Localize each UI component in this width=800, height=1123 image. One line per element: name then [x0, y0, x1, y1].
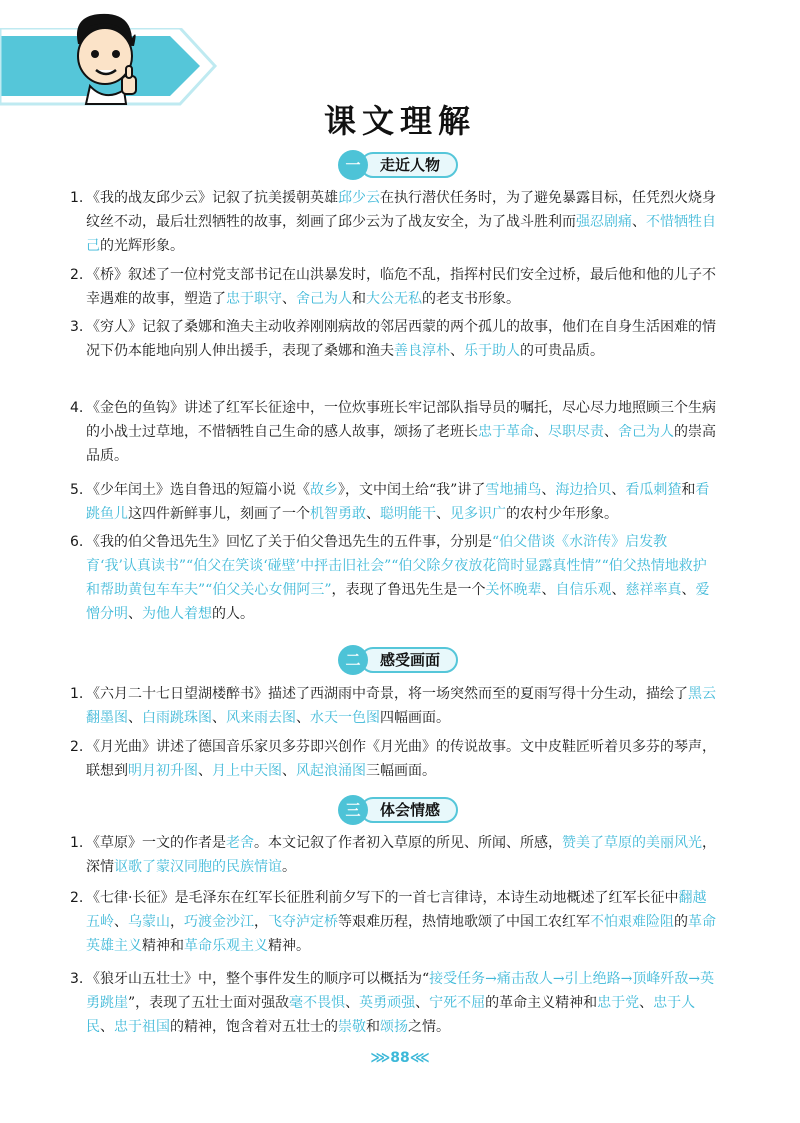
body-text: 、	[632, 214, 646, 230]
highlighted-answer: 邱少云	[338, 190, 380, 206]
body-text: 的农村少年形象。	[506, 506, 618, 522]
body-text: 的革命主义精神和	[485, 995, 598, 1011]
page-number-value: 88	[390, 1050, 410, 1066]
body-text: 四幅画面。	[380, 710, 450, 726]
body-text: ”，表现了五壮士面对强敌	[128, 995, 290, 1011]
highlighted-answer: 聪明能干	[380, 506, 436, 522]
highlighted-answer: 舍己为人	[296, 291, 352, 307]
highlighted-answer: 革命英雄主义	[86, 914, 716, 954]
page-number	[0, 1050, 800, 1066]
highlighted-answer: 老舍	[226, 835, 254, 851]
section-number: 三	[338, 795, 368, 825]
highlighted-answer: 白雨跳珠图	[142, 710, 212, 726]
body-text: 。本文记叙了作者初入草原的所见、所闻、所感，	[254, 835, 562, 851]
item-number: 1.	[70, 835, 84, 851]
highlighted-answer: 革命乐观主义	[184, 938, 268, 954]
highlighted-answer: 忠于革命	[478, 424, 534, 440]
body-text: 《七律·长征》是毛泽东在红军长征胜利前夕写下的一首七言律诗，本诗生动地概述了红军长征中	[86, 890, 679, 906]
body-text: 和	[681, 482, 696, 498]
highlighted-answer: 乐于助人	[464, 343, 520, 359]
body-text: 、	[282, 291, 296, 307]
list-item	[70, 186, 718, 258]
list-item	[70, 263, 718, 311]
highlighted-answer: 强忍剧痛	[576, 214, 632, 230]
body-text: 三幅画面。	[366, 763, 436, 779]
body-text: 精神。	[268, 938, 310, 954]
highlighted-answer: 赞美了草原的美丽风光	[562, 835, 702, 851]
item-number: 3.	[70, 971, 84, 987]
highlighted-answer: 黑云翻墨图	[86, 686, 716, 726]
body-text: 《六月二十七日望湖楼醉书》描述了西湖雨中奇景，将一场突然而至的夏雨写得十分生动，描绘了	[86, 686, 688, 702]
highlighted-answer: 风起浪涌图	[296, 763, 366, 779]
highlighted-answer: 明月初升图	[128, 763, 198, 779]
body-text: 《穷人》记叙了桑娜和渔夫主动收养刚刚病故的邻居西蒙的两个孤儿的故事，他们在自身生活困难的情况下仍本能地向别人伸出援手，表现了桑娜和渔夫	[86, 319, 716, 359]
section-title: 感受画面	[380, 651, 441, 669]
highlighted-answer: 不怕艰难险阻	[590, 914, 674, 930]
body-text: 、	[345, 995, 360, 1011]
body-text: 《金色的鱼钩》讲述了红军长征途中，一位炊事班长牢记部队指导员的嘱托，尽心尽力地照顾三个生病的小战士过草地，不惜牺牲自己生命的感人故事，颂扬了老班长	[86, 400, 716, 440]
body-text: 、	[212, 710, 226, 726]
item-number: 6.	[70, 534, 84, 550]
highlighted-answer: 水天一色图	[310, 710, 380, 726]
list-item	[70, 396, 718, 468]
highlighted-answer: 不惜牺牲自己	[86, 214, 716, 254]
highlighted-answer: 忠于人民	[86, 995, 696, 1035]
highlighted-answer: 关怀晚辈	[485, 582, 542, 598]
highlighted-answer: 看瓜刺猹	[625, 482, 682, 498]
item-number: 2.	[70, 739, 84, 755]
body-text: 、	[436, 506, 450, 522]
body-text: 、	[450, 343, 464, 359]
body-text: 和	[366, 1019, 380, 1035]
body-text: 《月光曲》讲述了德国音乐家贝多芬即兴创作《月光曲》的传说故事。文中皮鞋匠听着贝多芬的琴声，联想到	[86, 739, 716, 779]
item-number: 4.	[70, 400, 84, 416]
highlighted-answer: 雪地捕鸟	[485, 482, 542, 498]
section-number: 一	[338, 150, 368, 180]
highlighted-answer: 巧渡金沙江	[184, 914, 254, 930]
item-number: 1.	[70, 686, 84, 702]
body-text: 、	[128, 710, 142, 726]
body-text: 的光辉形象。	[100, 238, 184, 254]
highlighted-answer: 看跳鱼儿	[86, 482, 710, 522]
body-text: 《我的伯父鲁迅先生》回忆了关于伯父鲁迅先生的五件事，分别是	[86, 534, 492, 550]
list-item	[70, 735, 718, 783]
body-text: 、	[366, 506, 380, 522]
highlighted-answer: 善良淳朴	[394, 343, 450, 359]
highlighted-answer: 翻越五岭	[86, 890, 707, 930]
body-text: ，	[254, 914, 268, 930]
highlighted-answer: “伯父借谈《水浒传》启发教育‘我’认真读书”“伯父在笑谈‘碰壁’中抨击旧社会”“伯父除夕夜放花筒时显露真性情”“伯父热情地救护和帮助黄包车车夫”“伯父关心女佣阿三”	[86, 534, 707, 598]
item-number: 2.	[70, 890, 84, 906]
body-text: 在执行潜伏任务时，为了避免暴露目标，任凭烈火烧身纹丝不动，最后壮烈牺牲的故事，刻画了邱少云为了战友安全，为了战斗胜利而	[86, 190, 716, 230]
body-text: 的崇高品质。	[86, 424, 716, 464]
body-text: ，深情	[86, 835, 716, 875]
body-text: 、	[639, 995, 654, 1011]
body-text: 、	[296, 710, 310, 726]
highlighted-answer: 爱憎分明	[86, 582, 710, 622]
item-number: 2.	[70, 267, 84, 283]
body-text: 等艰难历程，热情地歌颂了中国工农红军	[338, 914, 590, 930]
highlighted-answer: 大公无私	[366, 291, 422, 307]
body-text: 。	[282, 859, 296, 875]
list-item	[70, 478, 718, 526]
highlighted-answer: 机智勇敢	[310, 506, 366, 522]
highlighted-answer: 为他人着想	[142, 606, 212, 622]
body-text: 的	[674, 914, 688, 930]
body-text: 、	[541, 482, 556, 498]
list-item	[70, 315, 718, 363]
list-item	[70, 831, 718, 879]
body-text: 《我的战友邱少云》记叙了抗美援朝英雄	[86, 190, 338, 206]
body-text: 的精神，饱含着对五壮士的	[170, 1019, 338, 1035]
page-number-left-icon: ⋙	[370, 1050, 391, 1066]
section-header-3	[338, 797, 460, 823]
section-title: 体会情感	[380, 801, 441, 819]
section-header-2	[338, 647, 460, 673]
body-text: 的老支书形象。	[422, 291, 520, 307]
list-item	[70, 886, 718, 958]
page-title: 课文理解	[323, 102, 476, 140]
page-number-right-icon: ⋘	[409, 1050, 430, 1066]
body-text: 《草原》一文的作者是	[86, 835, 226, 851]
highlighted-answer: 毫不畏惧	[289, 995, 346, 1011]
highlighted-answer: 颂扬	[380, 1019, 408, 1035]
body-text: 、	[415, 995, 430, 1011]
body-text: 、	[541, 582, 556, 598]
highlighted-answer: 忠于党	[597, 995, 640, 1011]
section-title: 走近人物	[380, 156, 441, 174]
body-text: 、	[100, 1019, 114, 1035]
highlighted-answer: 月上中天图	[212, 763, 282, 779]
highlighted-answer: 海边拾贝	[555, 482, 612, 498]
highlighted-answer: 故乡	[310, 482, 338, 498]
body-text: 、	[114, 914, 128, 930]
list-item	[70, 530, 718, 626]
body-text: 的可贵品质。	[520, 343, 604, 359]
body-text: 《狼牙山五壮士》中，整个事件发生的顺序可以概括为“	[86, 971, 430, 987]
body-text: 、	[611, 482, 626, 498]
body-text: 》，文中闰土给“我”讲了	[338, 482, 486, 498]
highlighted-answer: 英勇顽强	[359, 995, 416, 1011]
item-number: 3.	[70, 319, 84, 335]
highlighted-answer: 尽职尽责	[548, 424, 604, 440]
list-item	[70, 682, 718, 730]
section-number: 二	[338, 645, 368, 675]
body-text: 的人。	[212, 606, 254, 622]
highlighted-answer: 见多识广	[450, 506, 506, 522]
highlighted-answer: 慈祥率真	[625, 582, 682, 598]
highlighted-answer: 宁死不屈	[429, 995, 486, 1011]
body-text: 、	[611, 582, 626, 598]
body-text: 《少年闰土》选自鲁迅的短篇小说《	[86, 482, 310, 498]
highlighted-answer: 乌蒙山	[128, 914, 170, 930]
cartoon-boy-thumbs-up-icon	[60, 6, 150, 106]
body-text: ，表现了鲁迅先生是一个	[331, 582, 486, 598]
highlighted-answer: 忠于职守	[226, 291, 282, 307]
body-text: ，	[170, 914, 184, 930]
highlighted-answer: 风来雨去图	[226, 710, 296, 726]
body-text: 、	[128, 606, 142, 622]
list-item	[70, 967, 718, 1039]
highlighted-answer: 舍己为人	[618, 424, 674, 440]
item-number: 1.	[70, 190, 84, 206]
body-text: 、	[534, 424, 548, 440]
body-text: 、	[681, 582, 696, 598]
body-text: 《桥》叙述了一位村党支部书记在山洪暴发时，临危不乱，指挥村民们安全过桥，最后他和他的儿子不幸遇难的故事，塑造了	[86, 267, 716, 307]
body-text: 精神和	[142, 938, 184, 954]
highlighted-answer: 崇敬	[338, 1019, 366, 1035]
body-text: 、	[604, 424, 618, 440]
highlighted-answer: 自信乐观	[555, 582, 612, 598]
body-text: 这四件新鲜事儿，刻画了一个	[128, 506, 310, 522]
highlighted-answer: 忠于祖国	[114, 1019, 170, 1035]
body-text: 、	[282, 763, 296, 779]
highlighted-answer: 飞夺泸定桥	[268, 914, 338, 930]
item-number: 5.	[70, 482, 84, 498]
highlighted-answer: 接受任务→痛击敌人→引上绝路→顶峰歼敌→英勇跳崖	[86, 971, 715, 1011]
body-text: 和	[352, 291, 366, 307]
section-header-1	[338, 152, 460, 178]
body-text: 、	[198, 763, 212, 779]
highlighted-answer: 讴歌了蒙汉同胞的民族情谊	[114, 859, 282, 875]
body-text: 之情。	[408, 1019, 450, 1035]
